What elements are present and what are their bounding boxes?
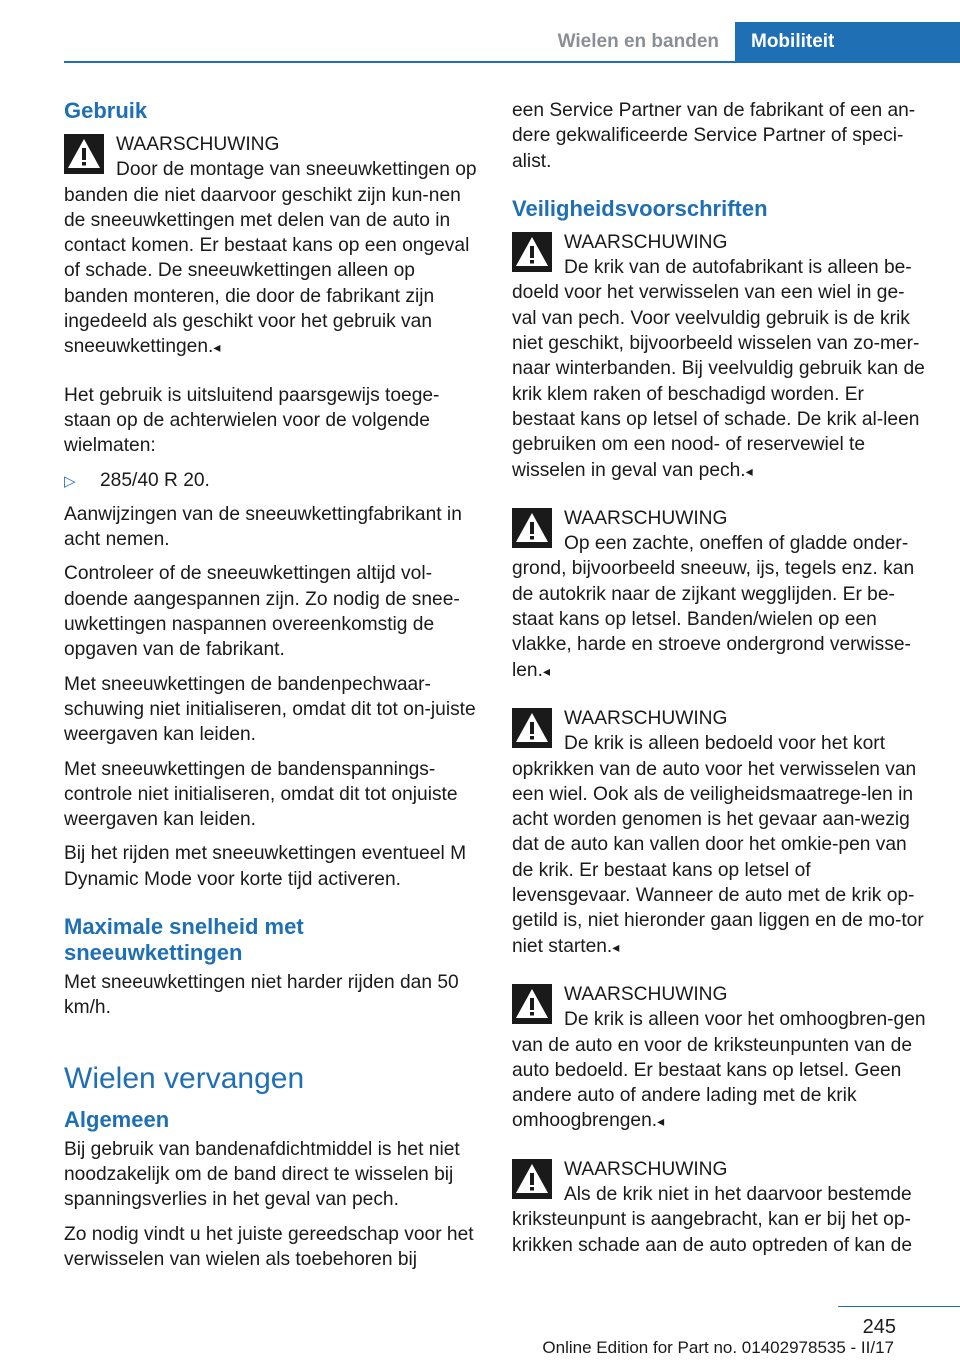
warning-text: De krik is alleen voor het omhoogbren-gen van de auto en voor de kriksteunpunten van de auto bedoeld. Er bestaat kans op letsel. Geen andere auto of andere lading met de krik omhoogbrengen. [512, 1009, 926, 1132]
warning-triangle-icon [64, 134, 104, 174]
warning-triangle-icon [512, 708, 552, 748]
warning-block [512, 1157, 928, 1258]
paragraph: Zo nodig vindt u het juiste gereedschap voor het verwisselen van wielen als toebehoren bij [64, 1223, 474, 1270]
end-mark: ◂ [213, 339, 221, 356]
footer-rule [838, 1306, 960, 1307]
warning-block [512, 230, 928, 484]
heading-max-speed: Maximale snelheid met sneeuwkettingen [64, 914, 304, 966]
end-mark: ◂ [542, 662, 550, 679]
warning-text: Op een zachte, oneffen of gladde onder-grond, bijvoorbeeld sneeuw, ijs, tegels enz. kan de autokrik naar de zijkant wegglijden. Er be-staat kans op letsel. Banden/wielen op een vlakke, harde en stroeve ondergrond verwisse-len. [512, 533, 915, 681]
warning-block [512, 706, 928, 960]
header-rule [64, 61, 960, 63]
warning-title: WAARSCHUWING [564, 231, 728, 253]
paragraph: Met sneeuwkettingen de bandenspannings-controle niet initialiseren, omdat dit tot onjuiste weergaven kan leiden. [64, 758, 458, 831]
list-item [64, 468, 480, 493]
warning-title: WAARSCHUWING [564, 983, 728, 1005]
right-column [512, 98, 928, 1280]
paragraph: Het gebruik is uitsluitend paarsgewijs toege-staan op de achterwielen voor de volgende wielmaten: [64, 384, 440, 457]
warning-block [512, 982, 928, 1135]
warning-block [64, 132, 480, 361]
end-mark: ◂ [745, 462, 753, 479]
warning-triangle-icon [512, 1159, 552, 1199]
warning-title: WAARSCHUWING [564, 507, 728, 529]
paragraph: een Service Partner van de fabrikant of een an-dere gekwalificeerde Service Partner of speci-alist. [512, 100, 916, 172]
warning-triangle-icon [512, 232, 552, 272]
heading-algemeen: Algemeen [64, 1106, 170, 1132]
end-mark: ◂ [657, 1113, 665, 1130]
heading-veiligheid: Veiligheidsvoorschriften [512, 195, 768, 221]
heading-wielen-vervangen: Wielen vervangen [64, 1061, 305, 1095]
page-header [0, 22, 960, 62]
warning-text: De krik van de autofabrikant is alleen be-doeld voor het verwisselen van een wiel in ge-val van pech. Voor veelvuldig gebruik is de krik niet geschikt, bijvoorbeeld wisselen van zo-mer- naar winterbanden. Bij veelvuldig gebruik kan de krik klem raken of beschadigd worden. Er bestaat kans op letsel of schade. De krik al-leen gebruiken om een nood- of reservewiel te wisselen in geval van pech. [512, 257, 925, 481]
left-column [64, 98, 480, 1281]
warning-block [512, 506, 928, 684]
warning-triangle-icon [512, 508, 552, 548]
end-mark: ◂ [612, 938, 620, 955]
paragraph: Controleer of de sneeuwkettingen altijd vol-doende aangespannen zijn. Zo nodig de snee-uwkettingen naspannen overeenkomstig de opgaven van de fabrikant. [64, 563, 460, 661]
warning-text: Als de krik niet in het daarvoor bestemde kriksteunpunt is aangebracht, kan er bij het op-krikken schade aan de auto optreden of kan de [512, 1183, 913, 1256]
section-tab: Wielen en banden [557, 31, 719, 52]
warning-triangle-icon [512, 984, 552, 1024]
paragraph: Aanwijzingen van de sneeuwkettingfabrikant in acht nemen. [64, 503, 462, 551]
paragraph: Met sneeuwkettingen de bandenpechwaar-schuwing niet initialiseren, omdat dit tot on-juiste weergaven kan leiden. [64, 673, 476, 746]
warning-title: WAARSCHUWING [564, 1158, 728, 1180]
heading-gebruik: Gebruik [64, 98, 148, 123]
paragraph: Bij het rijden met sneeuwkettingen eventueel M Dynamic Mode voor korte tijd activeren. [64, 843, 467, 890]
list-item-text: 285/40 R 20. [100, 469, 210, 491]
warning-title: WAARSCHUWING [564, 707, 728, 729]
warning-title: WAARSCHUWING [116, 134, 280, 155]
chapter-tab: Mobiliteit [735, 22, 960, 62]
paragraph: Met sneeuwkettingen niet harder rijden dan 50 km/h. [64, 972, 459, 1019]
paragraph: Bij gebruik van bandenafdichtmiddel is het niet noodzakelijk om de band direct te wisselen bij spanningsverlies in het geval van pech. [64, 1138, 460, 1211]
page-number: 245 [862, 1316, 896, 1338]
bullet-arrow-icon: ▷ [64, 472, 76, 490]
warning-text: Door de montage van sneeuwkettingen op banden die niet daarvoor geschikt zijn kun-nen de sneeuwkettingen met delen van de auto in contact komen. Er bestaat kans op een ongeval of schade. De sneeuwkettingen alleen op banden monteren, die door de fabrikant zijn ingedeeld als geschikt voor het gebruik van sneeuwkettingen. [64, 159, 477, 358]
edition-footer: Online Edition for Part no. 01402978535 - II/17 [542, 1338, 894, 1357]
warning-text: De krik is alleen bedoeld voor het kort opkrikken van de auto voor het verwisselen van een wiel. Ook als de veiligheidsmaatrege-len in acht worden genomen is het gevaar aan-wezig dat de auto kan vallen door het omkie-pen van de krik. Er bestaat kans op letsel of levensgevaar. Wanneer de auto met de krik op-getild is, niet hieronder gaan liggen en de mo-tor niet starten. [512, 733, 924, 957]
